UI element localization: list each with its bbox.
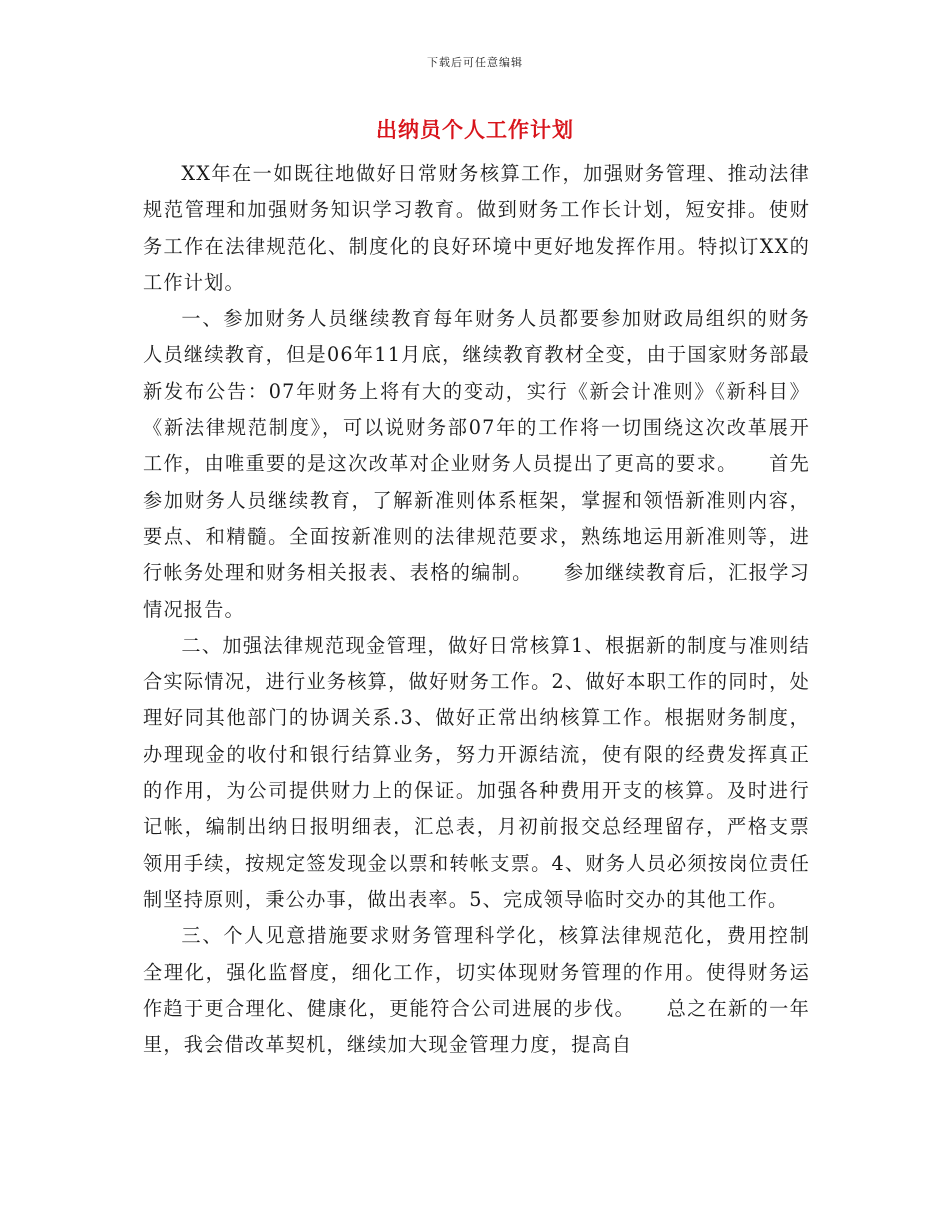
document-title: 出纳员个人工作计划: [376, 118, 574, 142]
paragraph-section-1: 一、参加财务人员继续教育每年财务人员都要参加财政局组织的财务人员继续教育，但是06年11月底，继续教育教材全变，由于国家财务部最新发布公告：07年财务上将有大的变动，实行《新会计准则》《新科目》《新法律规范制度》，可以说财务部07年的工作将一切围绕这次改革展开工作，由唯重要的是这次改革对企业财务人员提出了更高的要求。 首先参加财务人员继续教育，了解新准则体系框架，掌握和领悟新准则内容，要点、和精髓。全面按新准则的法律规范要求，熟练地运用新准则等，进行帐务处理和财务相关报表、表格的编制。 参加继续教育后，汇报学习情况报告。: [143, 307, 810, 621]
paragraph-section-3: 三、个人见意措施要求财务管理科学化，核算法律规范化，费用控制全理化，强化监督度，细化工作，切实体现财务管理的作用。使得财务运作趋于更合理化、健康化，更能符合公司进展的步伐。 总之在新的一年里，我会借改革契机，继续加大现金管理力度，提高自: [143, 924, 810, 1057]
paragraph-intro: XX年在一如既往地做好日常财务核算工作，加强财务管理、推动法律规范管理和加强财务知识学习教育。做到财务工作长计划，短安排。使财务工作在法律规范化、制度化的良好环境中更好地发挥作用。特拟订XX的工作计划。: [143, 162, 810, 294]
document-body: [143, 156, 810, 1063]
paragraph-section-2: 二、加强法律规范现金管理，做好日常核算1、根据新的制度与准则结合实际情况，进行业务核算，做好财务工作。2、做好本职工作的同时，处理好同其他部门的协调关系.3、做好正常出纳核算工作。根据财务制度，办理现金的收付和银行结算业务，努力开源结流，使有限的经费发挥真正的作用，为公司提供财力上的保证。加强各种费用开支的核算。及时进行记帐，编制出纳日报明细表，汇总表，月初前报交总经理留存，严格支票领用手续，按规定签发现金以票和转帐支票。4、财务人员必须按岗位责任制坚持原则，秉公办事，做出表率。5、完成领导临时交办的其他工作。: [143, 633, 810, 911]
header-note: 下载后可任意编辑: [427, 56, 523, 69]
